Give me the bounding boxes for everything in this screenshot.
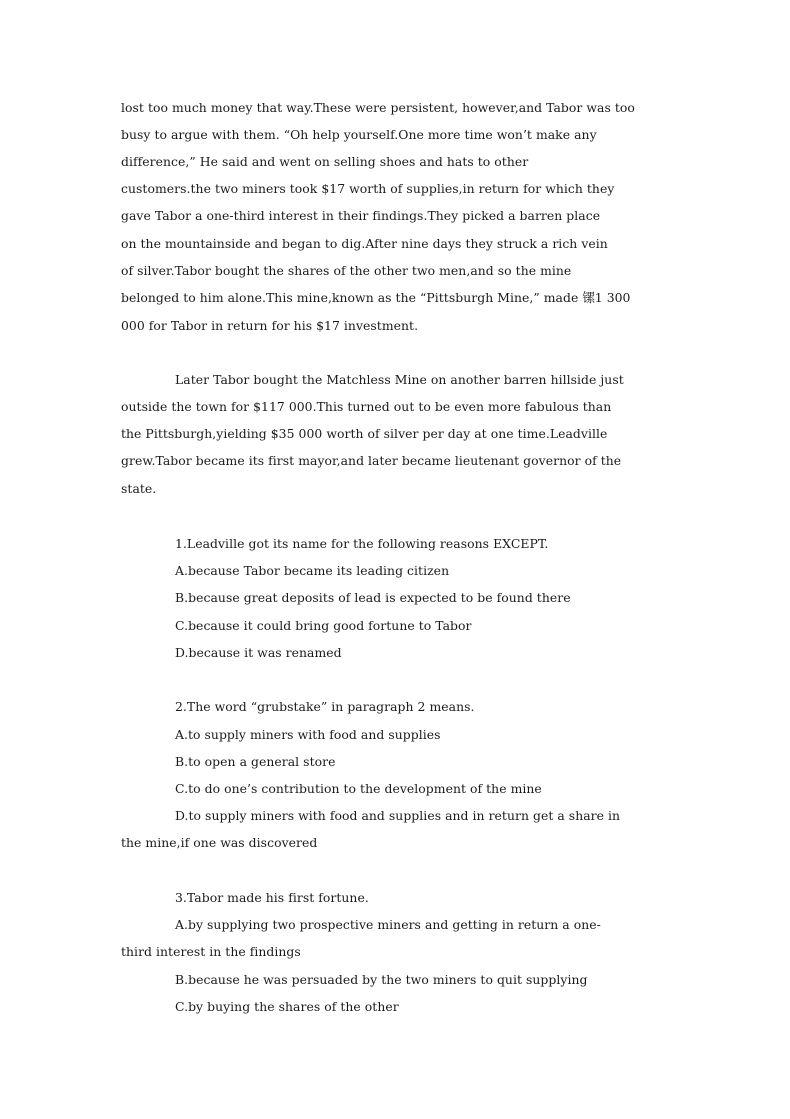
question-2-option-b: B.to open a general store <box>175 754 336 769</box>
paragraph-1-line: gave Tabor a one-third interest in their findings.They picked a barren place <box>121 208 601 223</box>
paragraph-1-line: lost too much money that way.These were persistent, however,and Tabor was too <box>121 100 635 115</box>
question-2-option-d-continuation: the mine,if one was discovered <box>121 835 318 850</box>
paragraph-2-line: Later Tabor bought the Matchless Mine on another barren hillside just <box>175 372 624 387</box>
question-3-option-b: B.because he was persuaded by the two miners to quit supplying <box>175 972 588 987</box>
paragraph-1-line: customers.the two miners took $17 worth of supplies,in return for which they <box>121 181 615 196</box>
paragraph-2-line: the Pittsburgh,yielding $35 000 worth of silver per day at one time.Leadville <box>121 426 608 441</box>
question-1-option-c: C.because it could bring good fortune to Tabor <box>175 618 472 633</box>
question-2-option-d: D.to supply miners with food and supplies and in return get a share in <box>175 808 621 823</box>
question-2-stem: 2.The word “grubstake” in paragraph 2 means. <box>175 699 475 714</box>
question-1-option-a: A.because Tabor became its leading citizen <box>175 563 450 578</box>
paragraph-1-line: busy to argue with them. “Oh help yourself.One more time won’t make any <box>121 127 597 142</box>
paragraph-1-line: difference,” He said and went on selling shoes and hats to other <box>121 154 529 169</box>
question-2-option-a: A.to supply miners with food and supplies <box>175 727 441 742</box>
question-3-option-a: A.by supplying two prospective miners and getting in return a one- <box>175 917 601 932</box>
paragraph-2-line: state. <box>121 481 157 496</box>
paragraph-1-line: 000 for Tabor in return for his $17 investment. <box>121 318 419 333</box>
question-3-option-a-continuation: third interest in the findings <box>121 944 301 959</box>
paragraph-2-line: outside the town for $117 000.This turned out to be even more fabulous than <box>121 399 612 414</box>
question-1-option-b: B.because great deposits of lead is expected to be found there <box>175 590 571 605</box>
question-3-option-c: C.by buying the shares of the other <box>175 999 399 1014</box>
question-2-option-c: C.to do one’s contribution to the development of the mine <box>175 781 542 796</box>
paragraph-1-line: of silver.Tabor bought the shares of the other two men,and so the mine <box>121 263 572 278</box>
paragraph-1-line: on the mountainside and began to dig.After nine days they struck a rich vein <box>121 236 608 251</box>
question-3-stem: 3.Tabor made his first fortune. <box>175 890 369 905</box>
question-1-stem: 1.Leadville got its name for the following reasons EXCEPT. <box>175 536 549 551</box>
paragraph-1-line: belonged to him alone.This mine,known as the “Pittsburgh Mine,” made 镙1 300 <box>121 290 631 305</box>
question-1-option-d: D.because it was renamed <box>175 645 342 660</box>
paragraph-2-line: grew.Tabor became its first mayor,and later became lieutenant governor of the <box>121 453 622 468</box>
